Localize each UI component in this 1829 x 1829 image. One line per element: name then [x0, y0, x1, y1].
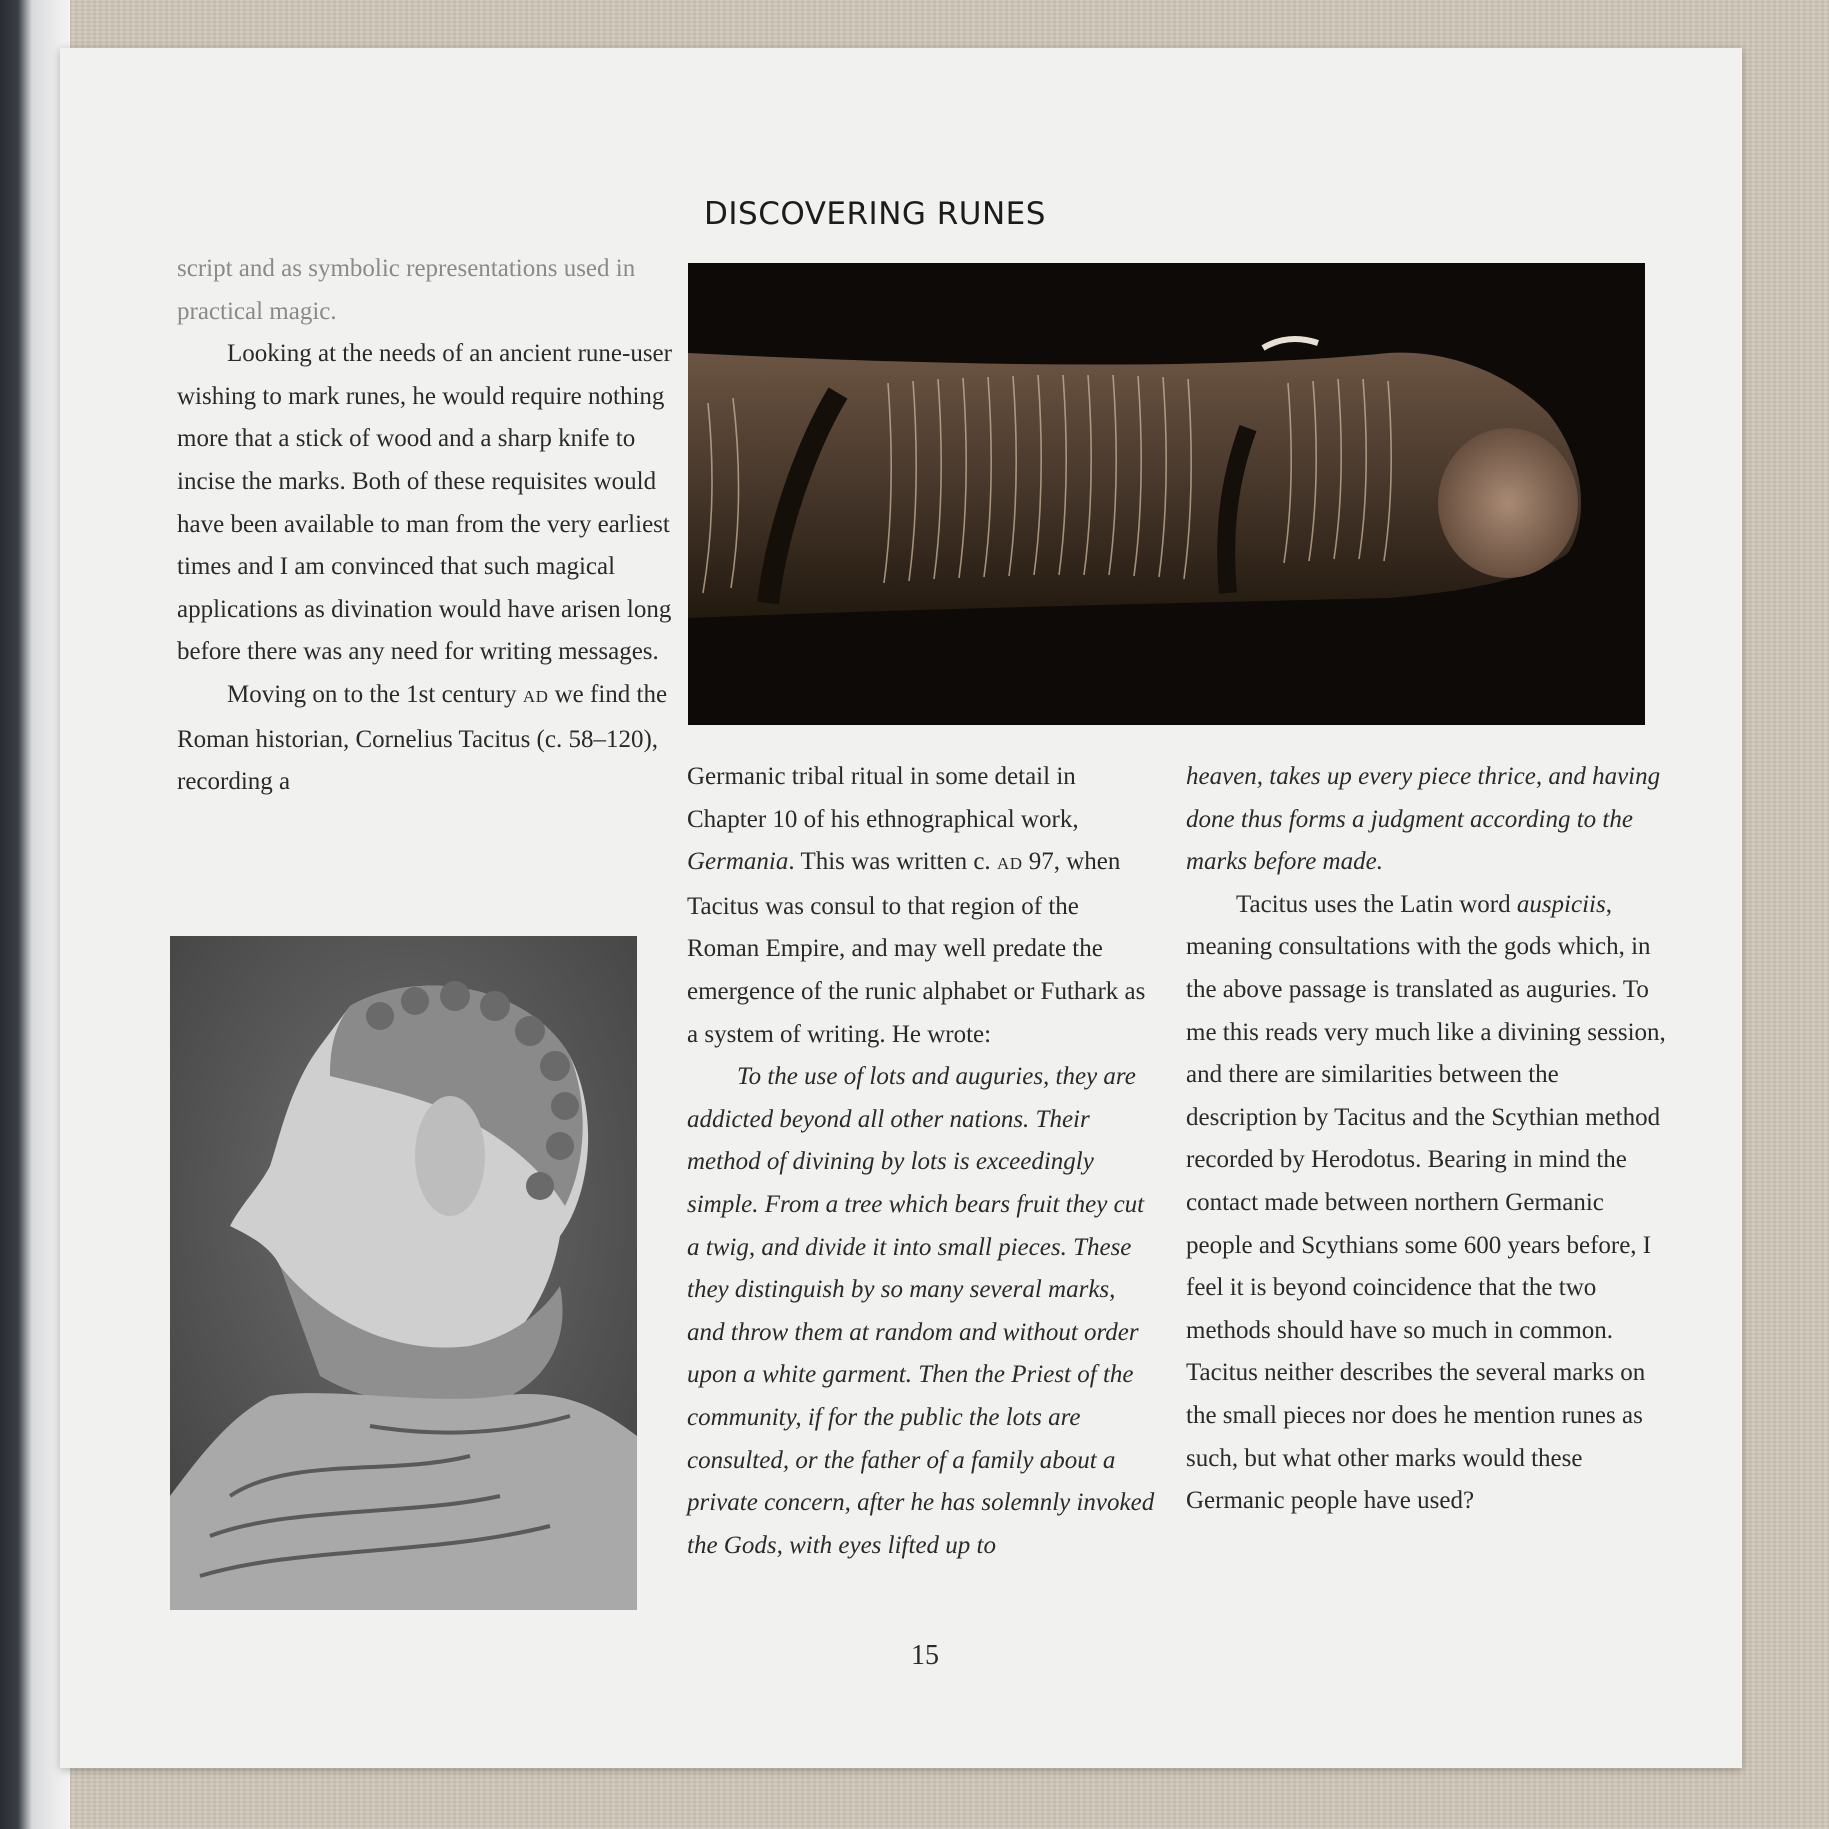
- small-caps-ad: AD: [996, 854, 1023, 874]
- book-title: Germania: [687, 848, 789, 876]
- paragraph: Moving on to the 1st century AD we find the Roman historian, Cornelius Tacitus (c. 58–120), recording a: [177, 680, 668, 796]
- quotation-continued: heaven, takes up every piece thrice, and having done thus forms a judgment according to the marks before made.: [1186, 763, 1661, 876]
- paragraph: Tacitus uses the Latin word auspiciis, meaning consultations with the gods which, in the above passage is translated as auguries. To me this reads very much like a divining session, and there are similarities between the description by Tacitus and the Scythian method recorded by Herodotus. Bearing in mind the contact made between northern Germanic people and Scythians some 600 years before, I feel it is beyond coincidence that the two methods should have so much in common. Tacitus neither describes the several marks on the small pieces nor does he mention runes as such, but what other marks would these Germanic people have used?: [1186, 890, 1666, 1515]
- page-number: 15: [911, 1640, 939, 1671]
- paragraph-continued: script and as symbolic representations used in practical magic.: [177, 255, 636, 325]
- bust-illustration: [170, 936, 637, 1610]
- rune-stick-illustration: [688, 263, 1645, 725]
- running-head: DISCOVERING RUNES: [704, 196, 1046, 232]
- text-column-3: [1186, 756, 1676, 1523]
- quotation: To the use of lots and auguries, they are addicted beyond all other nations. Their method of divining by lots is exceedingly simple. From a tree which bears fruit they cut a twig, and divide it into small pieces. These they distinguish by so many several marks, and throw them at random and without order upon a white garment. Then the Priest of the community, if for the public the lots are consulted, or the father of a family about a private concern, after he has solemnly invoked the Gods, with eyes lifted up to: [687, 1063, 1155, 1559]
- rune-stick-photo: [688, 263, 1645, 725]
- tacitus-bust-engraving: [170, 936, 637, 1610]
- text-column-2: [687, 756, 1157, 1567]
- text-column-1: [177, 248, 677, 804]
- latin-word: auspiciis: [1516, 890, 1606, 918]
- small-caps-ad: AD: [522, 686, 549, 706]
- book-page: [60, 48, 1742, 1768]
- paragraph: Looking at the needs of an ancient rune-user wishing to mark runes, he would require nothing more that a stick of wood and a sharp knife to incise the marks. Both of these requisites would have been available to man from the very earliest times and I am convinced that such magical applications as divination would have arisen long before there was any need for writing messages.: [177, 340, 672, 666]
- paragraph: Germanic tribal ritual in some detail in Chapter 10 of his ethnographical work, Germania. This was written c. AD 97, when Tacitus was consul to that region of the Roman Empire, and may well predate the emergence of the runic alphabet or Futhark as a system of writing. He wrote:: [687, 763, 1146, 1048]
